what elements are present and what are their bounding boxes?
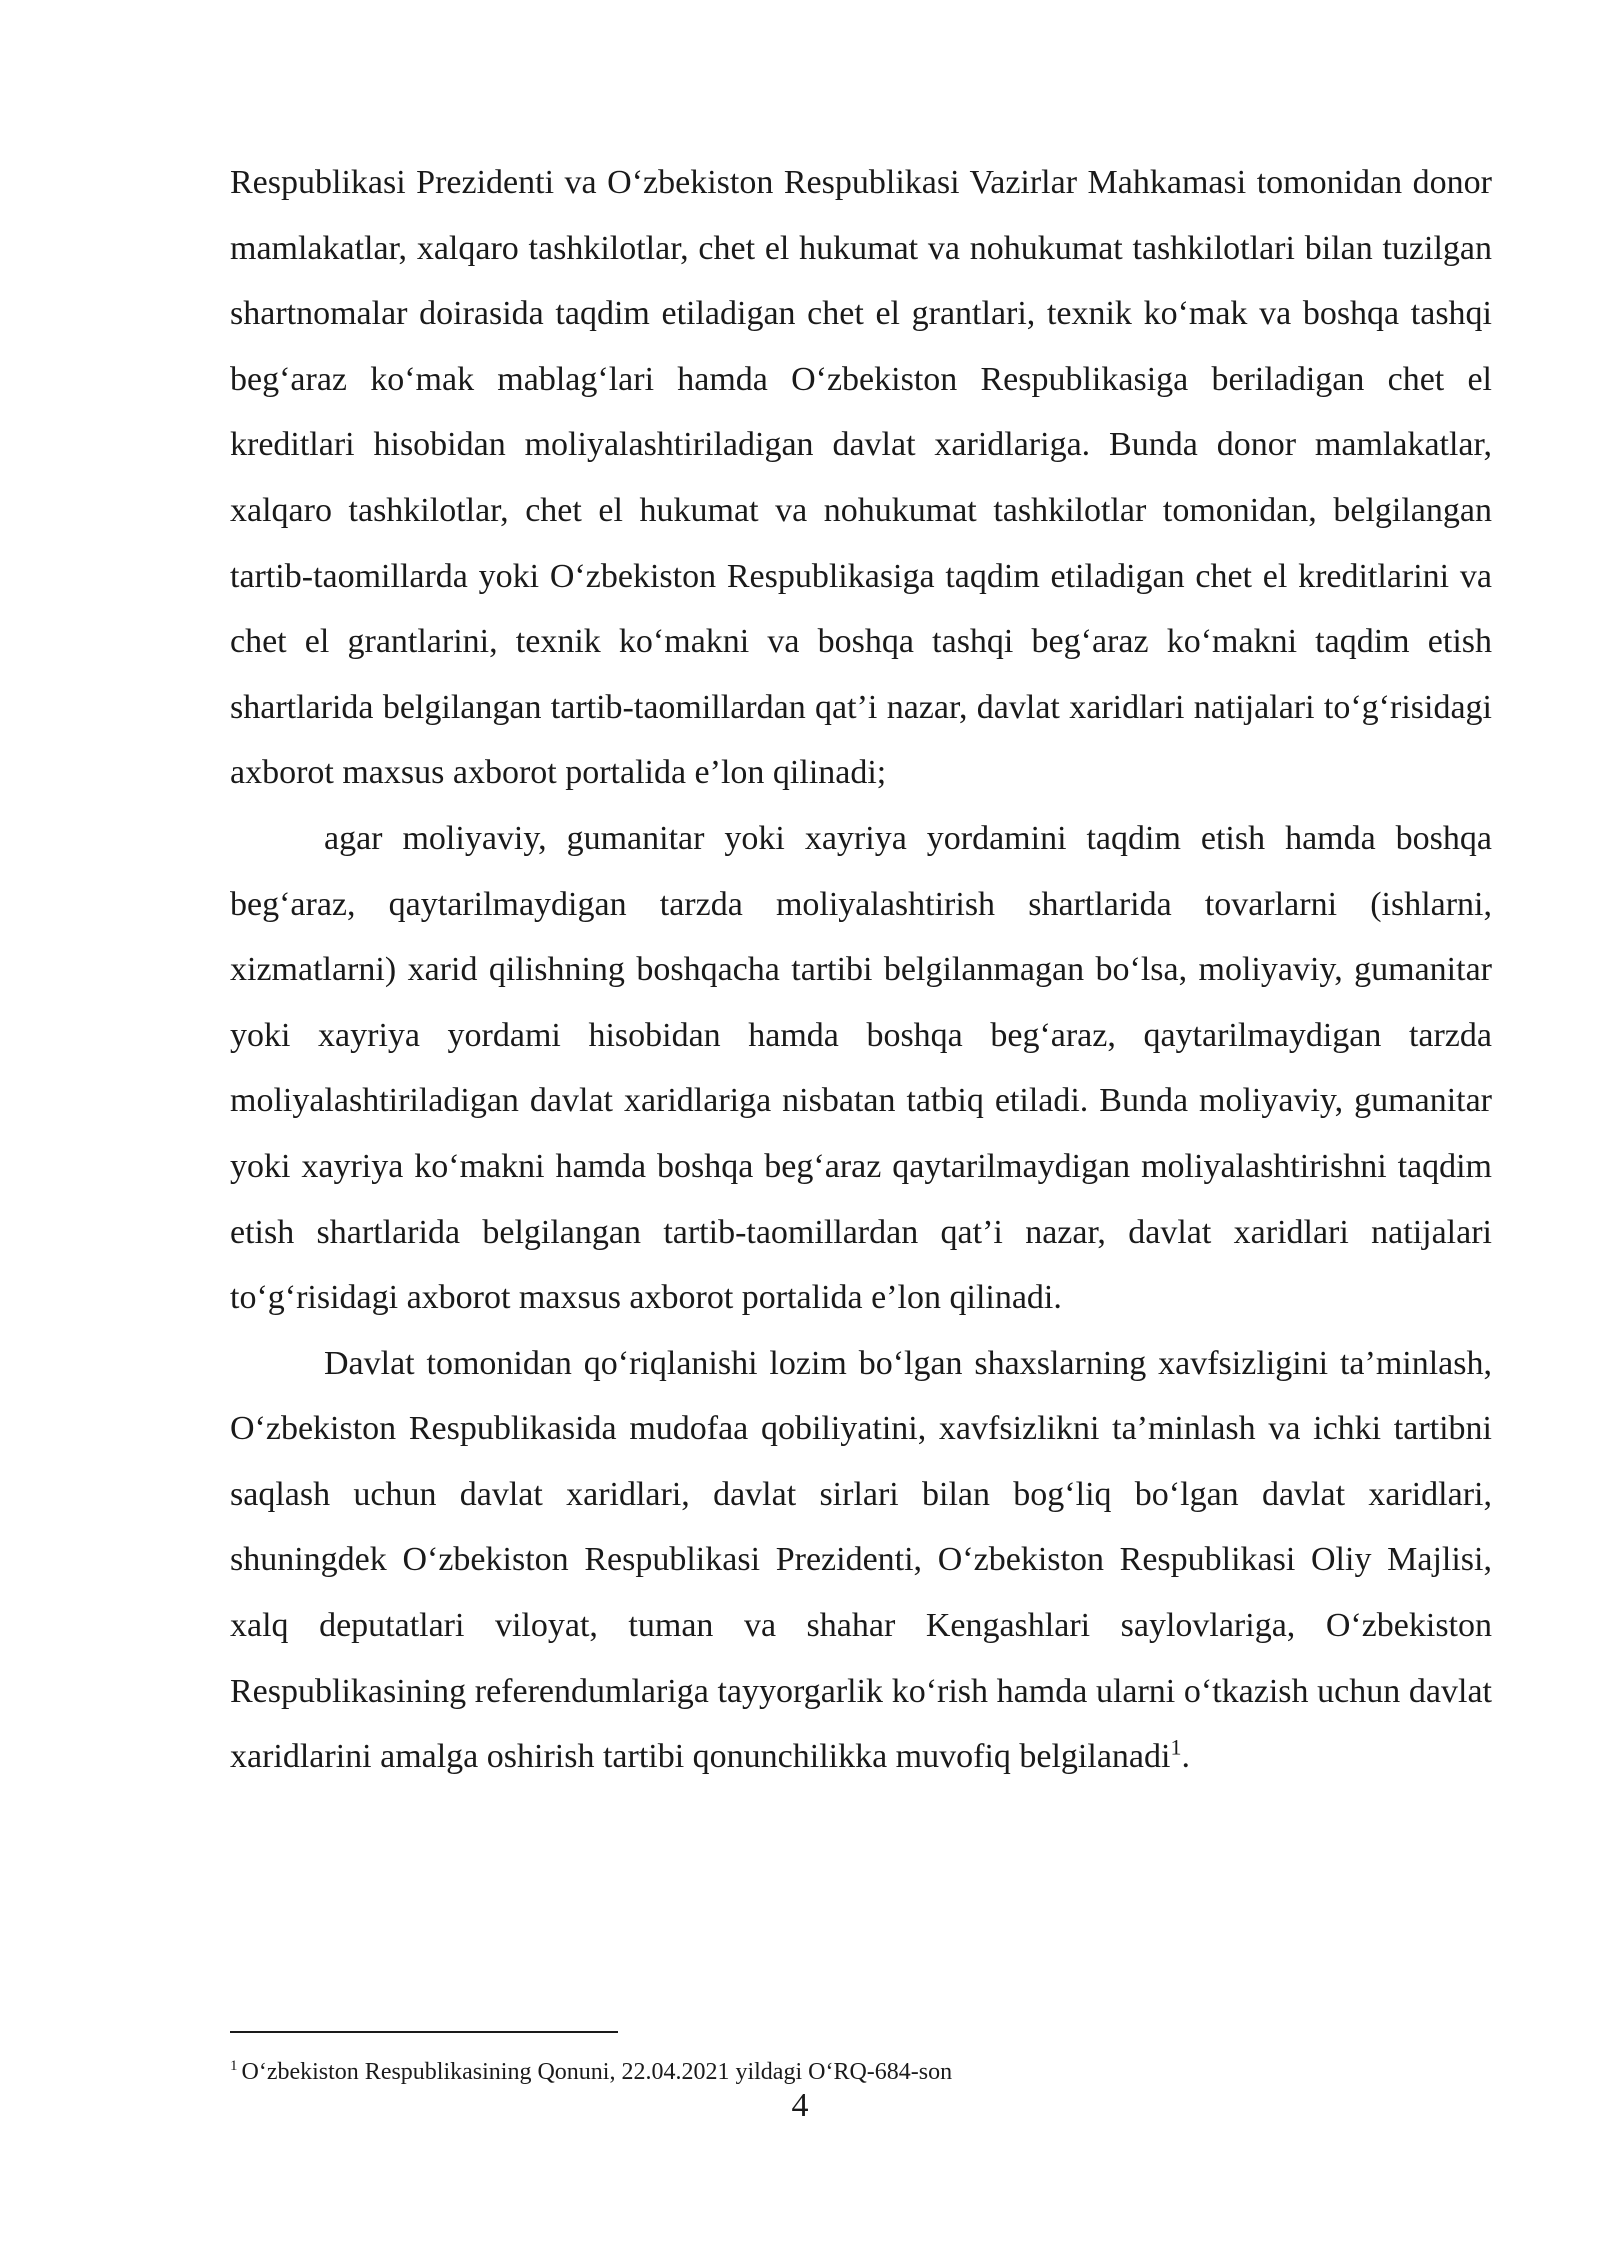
paragraph-1: Respublikasi Prezidenti va O‘zbekiston Respublikasi Vazirlar Mahkamasi tomonidan donor mamlakatlar, xalqaro tashkilotlar, chet el hukumat va nohukumat tashkilotlari bilan tuzilgan shartnomalar doirasida taqdim etiladigan chet el grantlari, texnik ko‘mak va boshqa tashqi beg‘araz ko‘mak mablag‘lari hamda O‘zbekiston Respublikasiga beriladigan chet el kreditlari hisobidan moliyalashtiriladigan davlat xaridlariga. Bunda donor mamlakatlar, xalqaro tashkilotlar, chet el hukumat va nohukumat tashkilotlar tomonidan, belgilangan tartib-taomillarda yoki O‘zbekiston Respublikasiga taqdim etiladigan chet el kreditlarini va chet el grantlarini, texnik ko‘makni va boshqa tashqi beg‘araz ko‘makni taqdim etish shartlarida belgilangan tartib-taomillardan qat’i nazar, davlat xaridlari natijalari to‘g‘risidagi axborot maxsus axborot portalida e’lon qilinadi;	[230, 164, 1492, 792]
page-number: 4	[791, 2087, 809, 2124]
paragraph-3	[230, 1331, 1492, 1790]
footnote-reference[interactable]: 1	[1170, 1734, 1182, 1760]
paragraph-3-text: Davlat tomonidan qo‘riqlanishi lozim bo‘lgan shaxslarning xavfsizligini ta’minlash, O‘zbekiston Respublikasida mudofaa qobiliyatini, xavfsizlikni ta’minlash va ichki tartibni saqlash uchun davlat xaridlari, davlat sirlari bilan bog‘liq bo‘lgan davlat xaridlari, shuningdek O‘zbekiston Respublikasi Prezidenti, O‘zbekiston Respublikasi Oliy Majlisi, xalq deputatlari viloyat, tuman va shahar Kengashlari saylovlariga, O‘zbekiston Respublikasining referendumlariga tayyorgarlik ko‘rish hamda ularni o‘tkazish uchun davlat xaridlarini amalga oshirish tartibi qonunchilikka muvofiq belgilanadi	[230, 1344, 1492, 1776]
footnote	[230, 2056, 1492, 2088]
document-body	[230, 150, 1492, 1790]
footnote-marker: 1	[230, 2058, 238, 2074]
footnote-text: O‘zbekiston Respublikasining Qonuni, 22.04.2021 yildagi O‘RQ-684-son	[241, 2059, 953, 2085]
paragraph-3-end: .	[1181, 1738, 1190, 1776]
paragraph-2: agar moliyaviy, gumanitar yoki xayriya yordamini taqdim etish hamda boshqa beg‘araz, qaytarilmaydigan tarzda moliyalashtirish shartlarida tovarlarni (ishlarni, xizmatlarni) xarid qilishning boshqacha tartibi belgilanmagan bo‘lsa, moliyaviy, gumanitar yoki xayriya yordami hisobidan hamda boshqa beg‘araz, qaytarilmaydigan tarzda moliyalashtiriladigan davlat xaridlariga nisbatan tatbiq etiladi. Bunda moliyaviy, gumanitar yoki xayriya ko‘makni hamda boshqa beg‘araz qaytarilmaydigan moliyalashtirishni taqdim etish shartlarida belgilangan tartib-taomillardan qat’i nazar, davlat xaridlari natijalari to‘g‘risidagi axborot maxsus axborot portalida e’lon qilinadi.	[230, 819, 1492, 1317]
footnote-separator	[230, 2031, 618, 2033]
